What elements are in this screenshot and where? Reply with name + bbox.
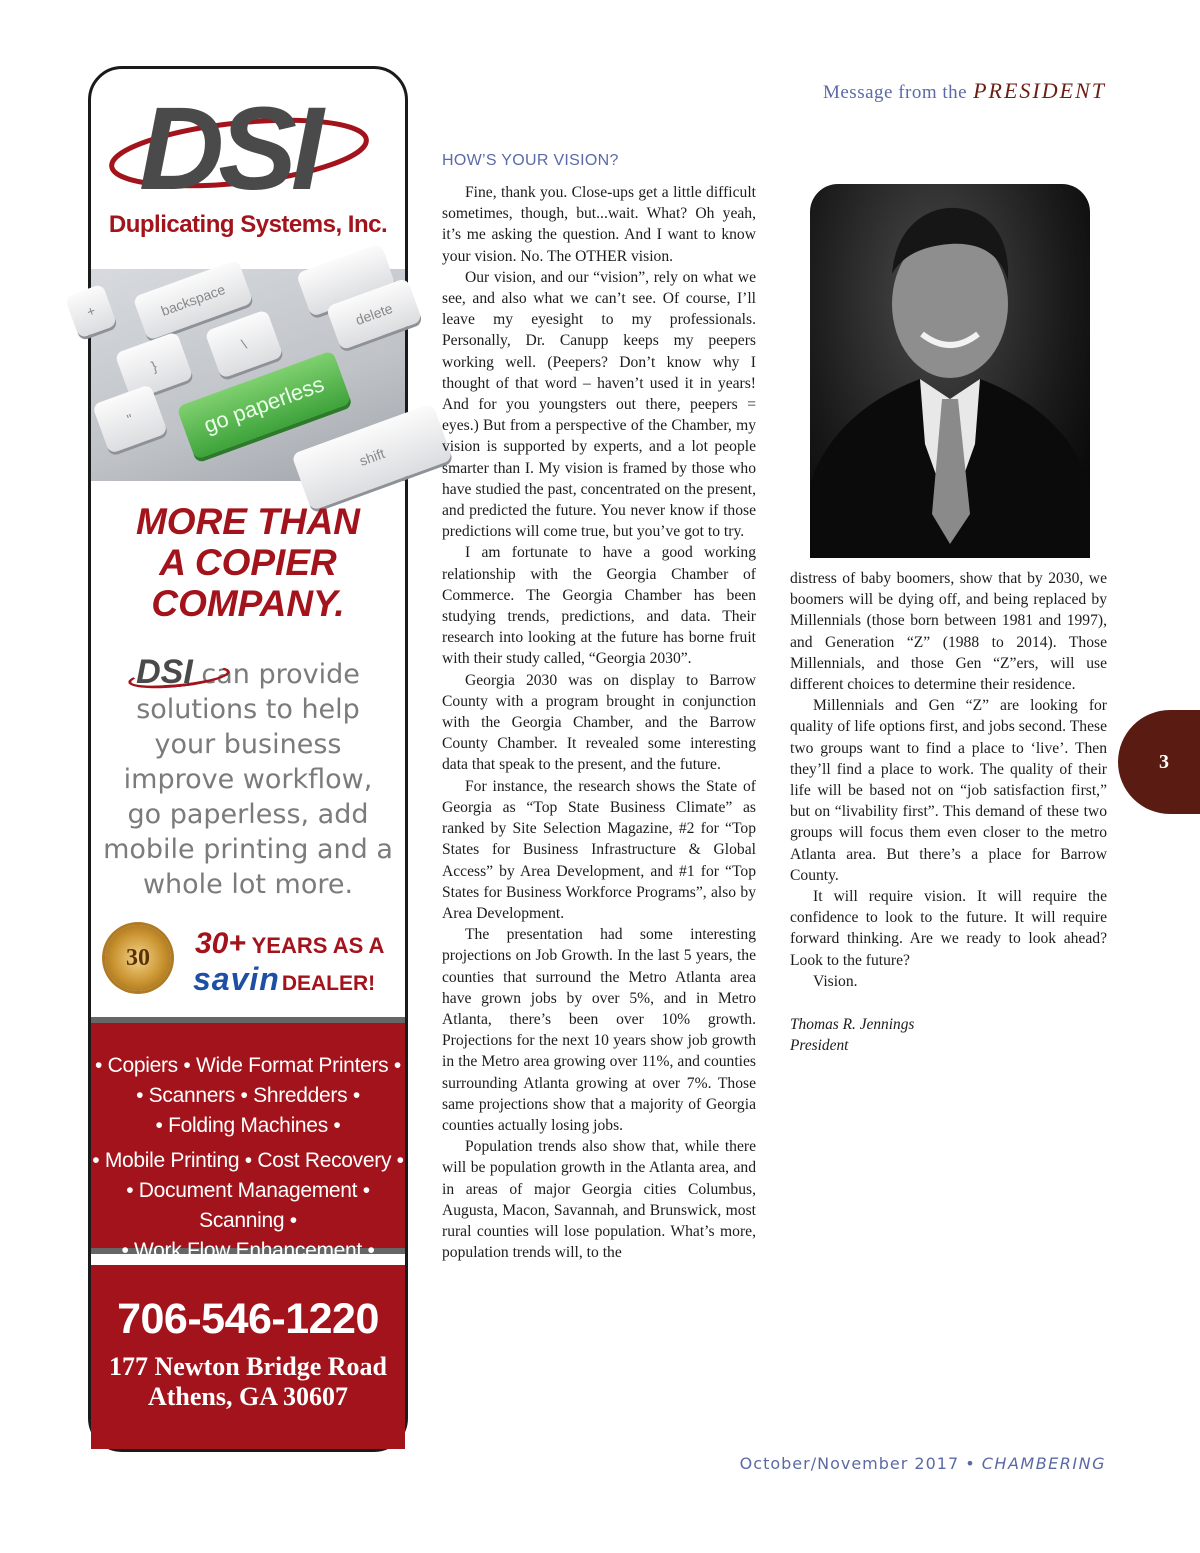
logo-text: DSI — [139, 83, 318, 215]
services-list — [91, 1017, 405, 1262]
key-backspace: backspace — [133, 259, 254, 341]
tagline-line: COMPANY. — [151, 583, 345, 624]
signature-name: Thomas R. Jennings — [790, 1016, 915, 1034]
dsi-inline-logo: DSI — [136, 653, 193, 691]
paragraph: distress of baby boomers, show that by 2030, we boomers will be dying off, and being replaced by Millennials (those born between 1981 and 1997), and Generation “Z” (1988 to 2014). Those Millennials, and those Gen “Z”ers, will use different choices to determine their residence. — [790, 570, 1107, 694]
ad-tagline — [91, 501, 405, 624]
footer-issue: October/November 2017 • — [739, 1454, 976, 1473]
savin-logo: savin — [193, 961, 280, 997]
article-column-2 — [790, 568, 1107, 1056]
key: \ — [204, 309, 283, 379]
key-shift: shift — [291, 403, 452, 511]
dealer-badge — [91, 925, 405, 995]
key: + — [65, 283, 118, 338]
body-line: mobile printing and a — [103, 834, 393, 865]
dealer-years: 30+ — [195, 927, 246, 960]
running-header — [823, 78, 1106, 104]
paragraph: Vision. — [813, 972, 858, 990]
paragraph: It will require vision. It will require the confidence to look to the future. It will require forward thinking. Are we ready to look ahead? Look to the future? — [790, 888, 1107, 969]
contact-block — [91, 1265, 405, 1449]
signature-title: President — [790, 1037, 849, 1055]
dealer-line-2 — [193, 961, 375, 998]
paragraph: Fine, thank you. Close-ups get a little difficult sometimes, though, but...wait. What? Oh yeah, it’s me asking the question. And I want to know your vision. No. The OTHER vision. — [442, 184, 756, 265]
body-line: improve workflow, — [123, 764, 373, 795]
address — [91, 1352, 405, 1412]
body-line: your business — [154, 729, 342, 760]
company-name: Duplicating Systems, Inc. — [108, 211, 388, 238]
address-line: 177 Newton Bridge Road — [108, 1352, 388, 1381]
dsi-advertisement — [84, 66, 408, 1452]
service-line: • Mobile Printing • Cost Recovery • — [92, 1149, 404, 1172]
paragraph: I am fortunate to have a good working relationship with the Georgia Chamber of Commerce. The Georgia Chamber has been studying trends, predictions, and data. Their research into looking at the future has borne fruit with their study called, “Georgia 2030”. — [442, 544, 756, 668]
president-portrait — [810, 184, 1090, 558]
service-line: • Scanners • Shredders • — [136, 1084, 360, 1107]
dealer-text: DEALER! — [281, 972, 376, 995]
dsi-logo — [91, 69, 405, 269]
key: " — [92, 384, 168, 454]
service-line: • Document Management • Scanning • — [126, 1179, 370, 1232]
seal-number: 30 — [126, 944, 150, 971]
tagline-line: A COPIER — [159, 542, 337, 583]
article-column-1 — [442, 182, 756, 1263]
dsi-swoosh-icon — [109, 83, 389, 215]
body-line: whole lot more. — [142, 869, 354, 900]
footer-publication: CHAMBERING — [981, 1454, 1106, 1473]
address-line: Athens, GA 30607 — [147, 1382, 349, 1411]
paragraph: Millennials and Gen “Z” are looking for quality of life options first, and jobs second. These two groups want to find a place to ‘live’. Then they’ll find a place to work. The quality of their life will be based not on “job satisfaction first,” but on “livability first”. This demand of these two groups will focus them even closer to the metro Atlanta area. But there’s a place for Barrow County. — [790, 697, 1107, 884]
tagline-line: MORE THAN — [135, 501, 361, 542]
service-line: • Folding Machines • — [155, 1114, 341, 1137]
anniversary-seal-icon — [105, 925, 171, 991]
dealer-line-1 — [195, 927, 384, 961]
portrait-silhouette-icon — [810, 184, 1090, 558]
signature — [790, 1014, 1107, 1056]
paragraph: Population trends also show that, while there will be population growth in the Atlanta area, and in areas of major Georgia cities Columbus, Augusta, Macon, Savannah, and Brunswick, most rural counties will lose population. What’s more, population trends will, to the — [442, 1138, 756, 1262]
dealer-text: YEARS AS A — [251, 933, 385, 958]
service-line: • Work Flow Enhancement • — [121, 1239, 375, 1262]
page-number-tab: 3 — [1118, 710, 1200, 814]
key-go-paperless: go paperless — [176, 350, 351, 459]
header-prefix: Message from the — [822, 82, 968, 103]
keyboard-photo — [84, 269, 405, 481]
ad-body-copy — [91, 655, 405, 902]
body-line: go paperless, add — [127, 799, 369, 830]
service-line: • Copiers • Wide Format Printers • — [95, 1054, 401, 1077]
key-delete: delete — [326, 278, 423, 351]
header-section: PRESIDENT — [973, 78, 1106, 103]
body-line: can provide — [201, 659, 360, 690]
key: } — [114, 331, 193, 401]
paragraph: For instance, the research shows the State of Georgia as “Top State Business Climate” as ranked by Site Selection Magazine, #2 for “Top States for Business Infrastructure & Global Access” by Area Development, and #1 for “Top States for Business Workforce Programs”, also by Area Development. — [442, 777, 756, 922]
article-headline: HOW’S YOUR VISION? — [442, 152, 619, 169]
paragraph: Our vision, and our “vision”, rely on what we see, and also what we can’t see. Of course, I’ll leave my eyesight to my professionals. Personally, Dr. Canupp keeps my peepers working well. (Peepers? Don’t know why I thought of that word – haven’t used it in years! And for you youngsters out there, peepers = eyes.) But from a perspective of the Chamber, my vision is supported by experts, and a lot people smarter than I. My vision is framed by those who have studied the past, concentrated on the present, and predicted the future. You never know if those predictions will come true, but you’ve got to try. — [442, 268, 756, 541]
paragraph: The presentation had some interesting projections on Job Growth. In the last 5 years, the counties that surround the Metro Atlanta area have grown jobs by over 5%, and in Metro Atlanta, there’s been over 10% growth. Projections for the next 10 years show job growth in the Metro area growing over 11%, and counties surrounding Atlanta growing at over 7%. Those same projections show that a majority of Georgia counties actually losing jobs. — [442, 926, 756, 1134]
paragraph: Georgia 2030 was on display to Barrow County with a program brought in conjunction with the Georgia Chamber, and the Barrow County Chamber. It revealed some interesting data that speak to the present, and the future. — [442, 671, 756, 774]
phone-number[interactable]: 706-546-1220 — [117, 1295, 379, 1343]
body-line: solutions to help — [136, 694, 360, 725]
running-footer — [740, 1454, 1106, 1473]
